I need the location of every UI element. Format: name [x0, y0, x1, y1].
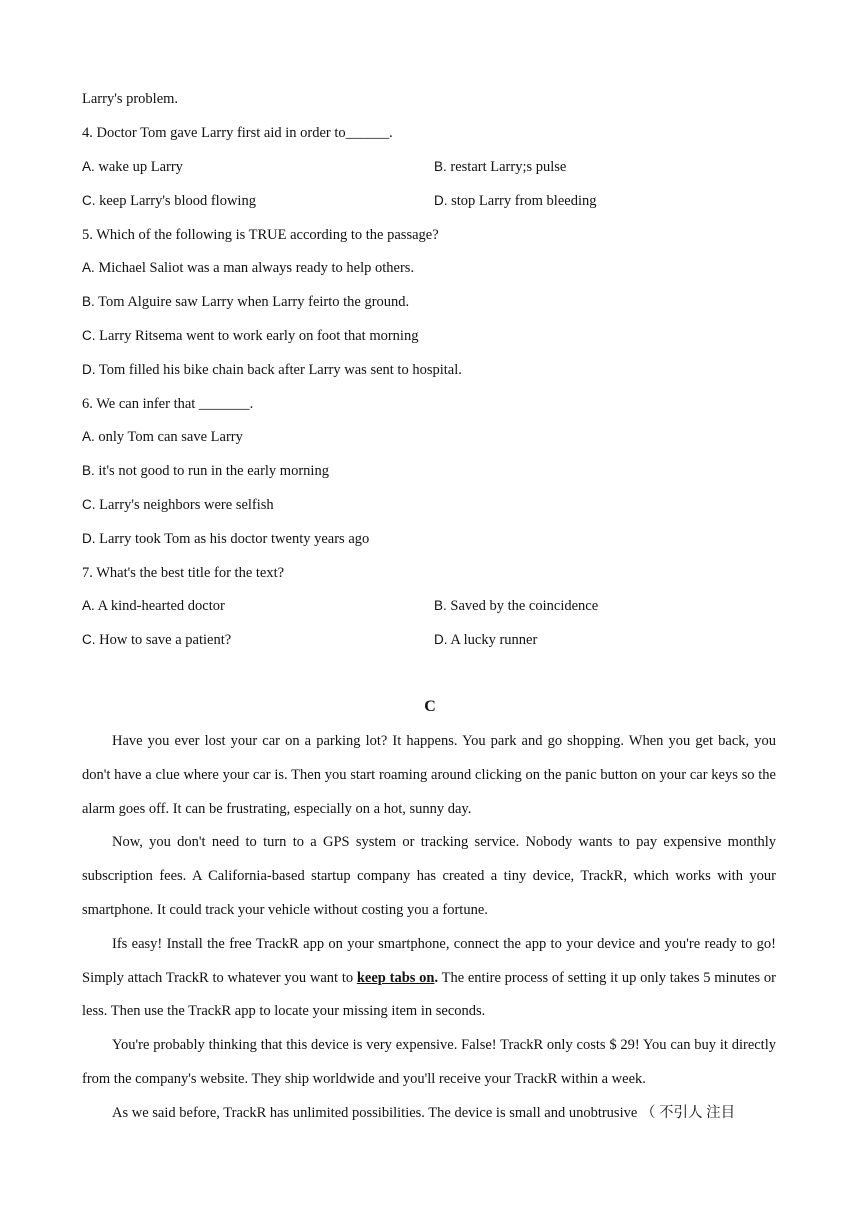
question-6-stem: 6. We can infer that _______. — [82, 396, 254, 412]
question-7-option-a: A. A kind-hearted doctor — [82, 598, 225, 614]
question-4-option-c: C. keep Larry's blood flowing — [82, 193, 256, 209]
paragraph-3: Ifs easy! Install the free TrackR app on your smartphone, connect the app to your device and you're ready to go! Simply attach TrackR to whatever you want to keep tabs on. The entire process of setting it up only takes 5 minutes or less. Then use the TrackR app to locate your missing item in seconds. — [82, 935, 776, 1020]
question-7-option-c: C. How to save a patient? — [82, 632, 232, 648]
question-4-option-d: D. stop Larry from bleeding — [434, 193, 597, 209]
question-5-option-b: B. Tom Alguire saw Larry when Larry feirto the ground. — [82, 294, 410, 310]
question-5-option-d: D. Tom filled his bike chain back after Larry was sent to hospital. — [82, 362, 462, 378]
question-6-option-a: A. only Tom can save Larry — [82, 429, 243, 445]
paragraph-5: As we said before, TrackR has unlimited possibilities. The device is small and unobtrusive （ 不引人 注目 — [112, 1104, 736, 1121]
question-6-option-b: B. it's not good to run in the early morning — [82, 463, 329, 479]
passage-c — [82, 725, 776, 1131]
paragraph-4: You're probably thinking that this device is very expensive. False! TrackR only costs $ 29! You can buy it directly from the company's website. They ship worldwide and you'll receive your TrackR within a week. — [82, 1037, 776, 1087]
question-7-option-b: B. Saved by the coincidence — [434, 598, 599, 614]
question-5-stem: 5. Which of the following is TRUE according to the passage? — [82, 227, 439, 243]
question-6-option-c: C. Larry's neighbors were selfish — [82, 497, 274, 513]
paragraph-2: Now, you don't need to turn to a GPS system or tracking service. Nobody wants to pay expensive monthly subscription fees. A California-based startup company has created a tiny device, TrackR, which works with your smartphone. It could track your vehicle without costing you a fortune. — [82, 834, 776, 918]
question-7-stem: 7. What's the best title for the text? — [82, 565, 285, 581]
question-7-option-d: D. A lucky runner — [434, 632, 538, 648]
question-5-option-a: A. Michael Saliot was a man always ready to help others. — [82, 260, 415, 276]
keep-tabs-on-phrase: keep tabs on — [356, 969, 435, 986]
question-6-option-d: D. Larry took Tom as his doctor twenty years ago — [82, 531, 370, 547]
question-4-stem: 4. Doctor Tom gave Larry first aid in order to______. — [82, 125, 393, 141]
passage-continuation: Larry's problem. — [82, 91, 179, 107]
question-5-option-c: C. Larry Ritsema went to work early on foot that morning — [82, 328, 419, 344]
question-4-option-a: A. wake up Larry — [82, 159, 183, 175]
question-4-option-b: B. restart Larry;s pulse — [434, 159, 567, 175]
paragraph-1: Have you ever lost your car on a parking lot? It happens. You park and go shopping. When you get back, you don't have a clue where your car is. Then you start roaming around clicking on the panic button on your car keys so the alarm goes off. It can be frustrating, especially on a hot, sunny day. — [82, 733, 776, 817]
section-heading: C — [424, 698, 436, 715]
